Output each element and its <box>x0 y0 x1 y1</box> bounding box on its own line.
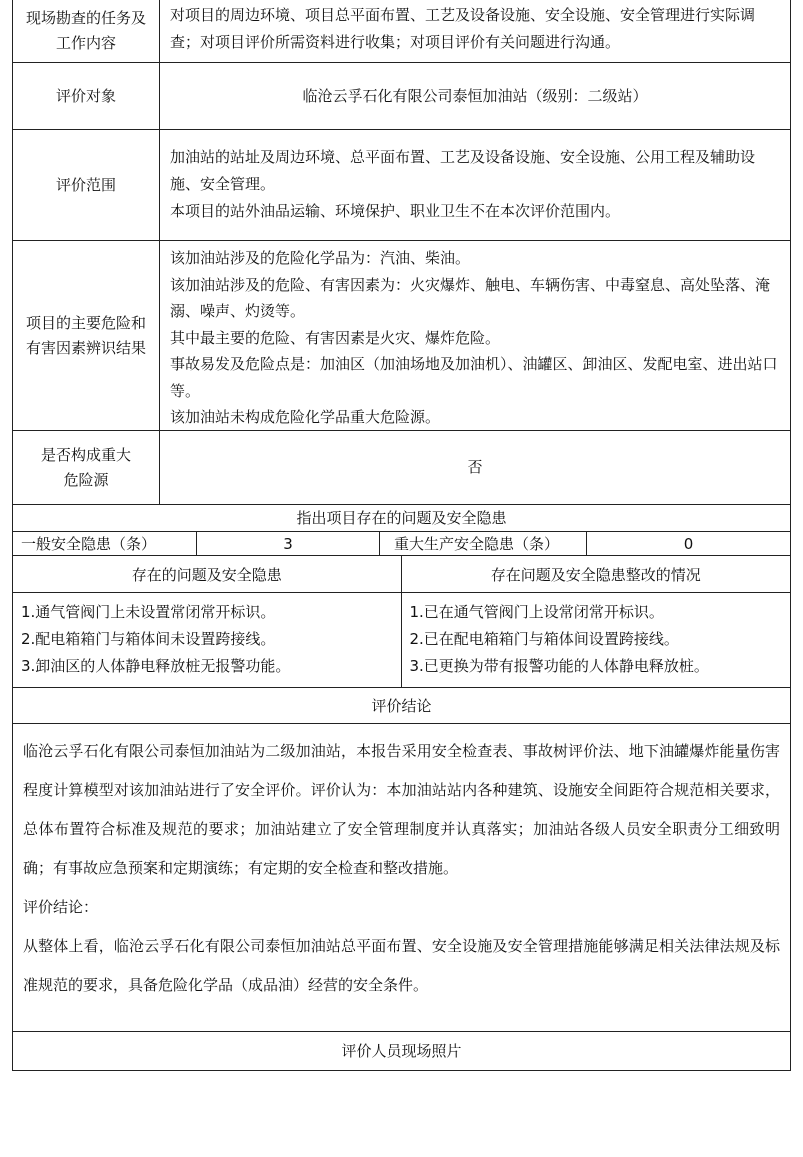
major-hazard-count: 0 <box>683 534 694 553</box>
hazard-line: 该加油站涉及的危险、有害因素为：火灾爆炸、触电、车辆伤害、中毒窒息、高处坠落、淹溺、噪声、灼烫等。 <box>170 275 771 320</box>
problem-item: 2.配电箱箱门与箱体间未设置跨接线。 <box>21 630 276 648</box>
row-task <box>12 0 791 63</box>
scope-line: 本项目的站外油品运输、环境保护、职业卫生不在本次评价范围内。 <box>170 202 621 220</box>
evaluation-table <box>12 0 791 1071</box>
fixes-column-header: 存在问题及安全隐患整改的情况 <box>490 565 701 584</box>
row-major-hazard <box>12 431 791 505</box>
issues-columns-body <box>12 593 791 688</box>
conclusion-sub-label: 评价结论： <box>23 898 99 916</box>
row-hazard-value <box>160 241 790 430</box>
row-object-value: 临沧云孚石化有限公司泰恒加油站（级别：二级站） <box>302 86 648 105</box>
hazard-line: 该加油站涉及的危险化学品为：汽油、柴油。 <box>170 249 471 267</box>
general-hazard-label: 一般安全隐患（条） <box>13 532 197 555</box>
row-object-label: 评价对象 <box>13 63 160 129</box>
row-object <box>12 63 791 130</box>
scope-line: 加油站的站址及周边环境、总平面布置、工艺及设备设施、安全设施、公用工程及辅助设施、安全管理。 <box>170 148 756 193</box>
problems-list <box>13 593 402 687</box>
row-major-hazard-label: 是否构成重大危险源 <box>13 431 160 504</box>
row-scope <box>12 130 791 241</box>
general-hazard-count: 3 <box>197 532 380 555</box>
row-task-value: 对项目的周边环境、项目总平面布置、工艺及设备设施、安全设施、安全管理进行实际调查；对项目评价所需资料进行收集；对项目评价有关问题进行沟通。 <box>170 6 756 51</box>
row-hazard-label: 项目的主要危险和有害因素辨识结果 <box>13 241 160 430</box>
hazard-line: 事故易发及危险点是：加油区（加油场地及加油机）、油罐区、卸油区、发配电室、进出站口等。 <box>170 355 778 400</box>
issues-columns-header <box>12 556 791 593</box>
row-major-hazard-value: 否 <box>467 458 483 476</box>
row-scope-value <box>160 130 790 240</box>
issues-header: 指出项目存在的问题及安全隐患 <box>12 505 791 532</box>
hazard-line: 其中最主要的危险、有害因素是火灾、爆炸危险。 <box>170 328 501 347</box>
fixes-list <box>402 593 791 687</box>
conclusion-paragraph: 临沧云孚石化有限公司泰恒加油站为二级加油站，本报告采用安全检查表、事故树评价法、地下油罐爆炸能量伤害程度计算模型对该加油站进行了安全评价。评价认为：本加油站站内各种建筑、设施安全间距符合规范相关要求，总体布置符合标准及规范的要求；加油站建立了安全管理制度并认真落实；加油站各级人员安全职责分工细致明确；有事故应急预案和定期演练；有定期的安全检查和整改措施。 <box>23 742 780 877</box>
row-hazard <box>12 241 791 431</box>
major-hazard-label: 重大生产安全隐患（条） <box>380 532 587 555</box>
problem-item: 3.卸油区的人体静电释放桩无报警功能。 <box>21 657 291 675</box>
hazard-line: 该加油站未构成危险化学品重大危险源。 <box>170 408 441 426</box>
fix-item: 1.已在通气管阀门上设常闭常开标识。 <box>409 603 664 621</box>
row-task-label: 现场勘查的任务及工作内容 <box>13 0 160 62</box>
conclusion-body <box>12 724 791 1032</box>
fix-item: 3.已更换为带有报警功能的人体静电释放桩。 <box>409 657 709 675</box>
conclusion-header: 评价结论 <box>12 688 791 724</box>
problem-item: 1.通气管阀门上未设置常闭常开标识。 <box>21 603 276 621</box>
issues-count-row <box>12 532 791 556</box>
row-scope-label: 评价范围 <box>13 130 160 240</box>
conclusion-final-paragraph: 从整体上看，临沧云孚石化有限公司泰恒加油站总平面布置、安全设施及安全管理措施能够满足相关法律法规及标准规范的要求，具备危险化学品（成品油）经营的安全条件。 <box>23 937 780 994</box>
problems-column-header: 存在的问题及安全隐患 <box>13 556 402 592</box>
fix-item: 2.已在配电箱箱门与箱体间设置跨接线。 <box>409 630 679 648</box>
photos-header: 评价人员现场照片 <box>12 1032 791 1071</box>
